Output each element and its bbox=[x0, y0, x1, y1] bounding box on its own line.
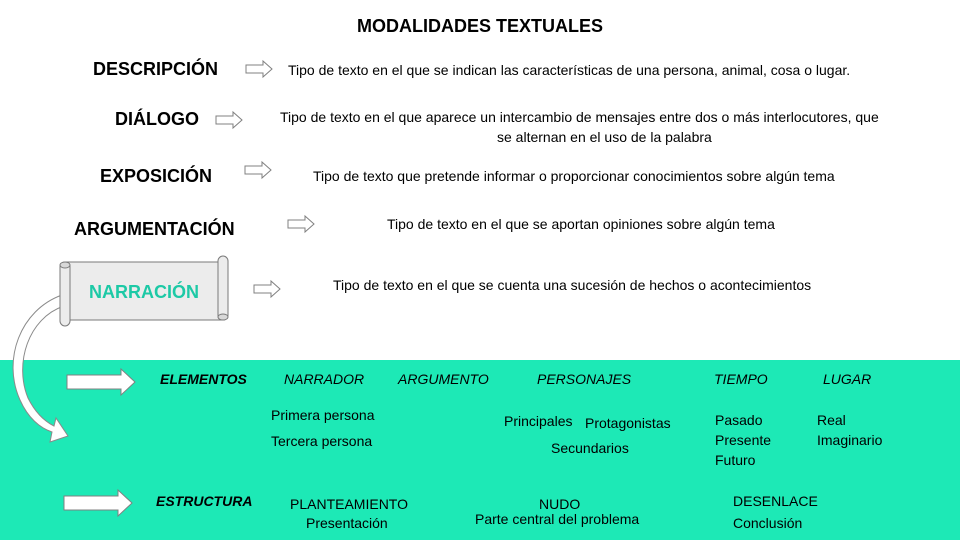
arrow-right-icon bbox=[64, 490, 134, 516]
structure-nudo: NUDO bbox=[539, 496, 581, 512]
arrow-right-icon bbox=[246, 61, 274, 77]
tiempo-pasado: Pasado bbox=[715, 412, 763, 428]
term-narracion: NARRACIÓN bbox=[89, 282, 199, 302]
lugar-imaginario: Imaginario bbox=[817, 432, 883, 448]
element-narrador: NARRADOR bbox=[284, 371, 365, 387]
tiempo-futuro: Futuro bbox=[715, 452, 756, 468]
term-exposicion: EXPOSICIÓN bbox=[100, 166, 213, 186]
definition-argumentacion: Tipo de texto en el que se aportan opiniones sobre algún tema bbox=[387, 216, 775, 232]
personajes-protagonistas: Protagonistas bbox=[585, 415, 671, 431]
term-descripcion: DESCRIPCIÓN bbox=[93, 59, 219, 79]
definition-descripcion: Tipo de texto en el que se indican las características de una persona, animal, cosa o lugar. bbox=[288, 62, 851, 78]
lugar-real: Real bbox=[817, 412, 846, 428]
element-personajes: PERSONAJES bbox=[537, 371, 632, 387]
structure-desenlace-detail: Conclusión bbox=[733, 515, 803, 531]
element-lugar: LUGAR bbox=[823, 371, 872, 387]
arrow-right-icon bbox=[254, 281, 282, 297]
narrador-tercera: Tercera persona bbox=[271, 433, 373, 449]
arrow-right-icon bbox=[245, 162, 273, 178]
structure-label: ESTRUCTURA bbox=[156, 493, 253, 509]
arrow-right-icon bbox=[67, 369, 137, 395]
definition-dialogo-line2: se alternan en el uso de la palabra bbox=[497, 129, 712, 145]
structure-desenlace: DESENLACE bbox=[733, 493, 818, 509]
term-dialogo: DIÁLOGO bbox=[115, 109, 199, 129]
tiempo-presente: Presente bbox=[715, 432, 772, 448]
personajes-principales: Principales bbox=[504, 413, 573, 429]
arrow-right-icon bbox=[216, 112, 244, 128]
definition-exposicion: Tipo de texto que pretende informar o proporcionar conocimientos sobre algún tema bbox=[313, 168, 835, 184]
narrador-primera: Primera persona bbox=[271, 407, 375, 423]
definition-dialogo-line1: Tipo de texto en el que aparece un intercambio de mensajes entre dos o más interlocutores, que bbox=[280, 109, 879, 125]
structure-planteamiento: PLANTEAMIENTO bbox=[290, 496, 408, 512]
page-title: MODALIDADES TEXTUALES bbox=[356, 16, 603, 36]
definition-narracion: Tipo de texto en el que se cuenta una sucesión de hechos o acontecimientos bbox=[333, 277, 812, 293]
structure-nudo-detail: Parte central del problema bbox=[475, 511, 640, 527]
term-argumentacion: ARGUMENTACIÓN bbox=[74, 219, 235, 239]
element-argumento: ARGUMENTO bbox=[398, 371, 489, 387]
structure-planteamiento-detail: Presentación bbox=[306, 515, 388, 531]
personajes-secundarios: Secundarios bbox=[551, 440, 629, 456]
element-tiempo: TIEMPO bbox=[714, 371, 768, 387]
arrow-right-icon bbox=[288, 216, 316, 232]
elements-label: ELEMENTOS bbox=[160, 371, 247, 387]
